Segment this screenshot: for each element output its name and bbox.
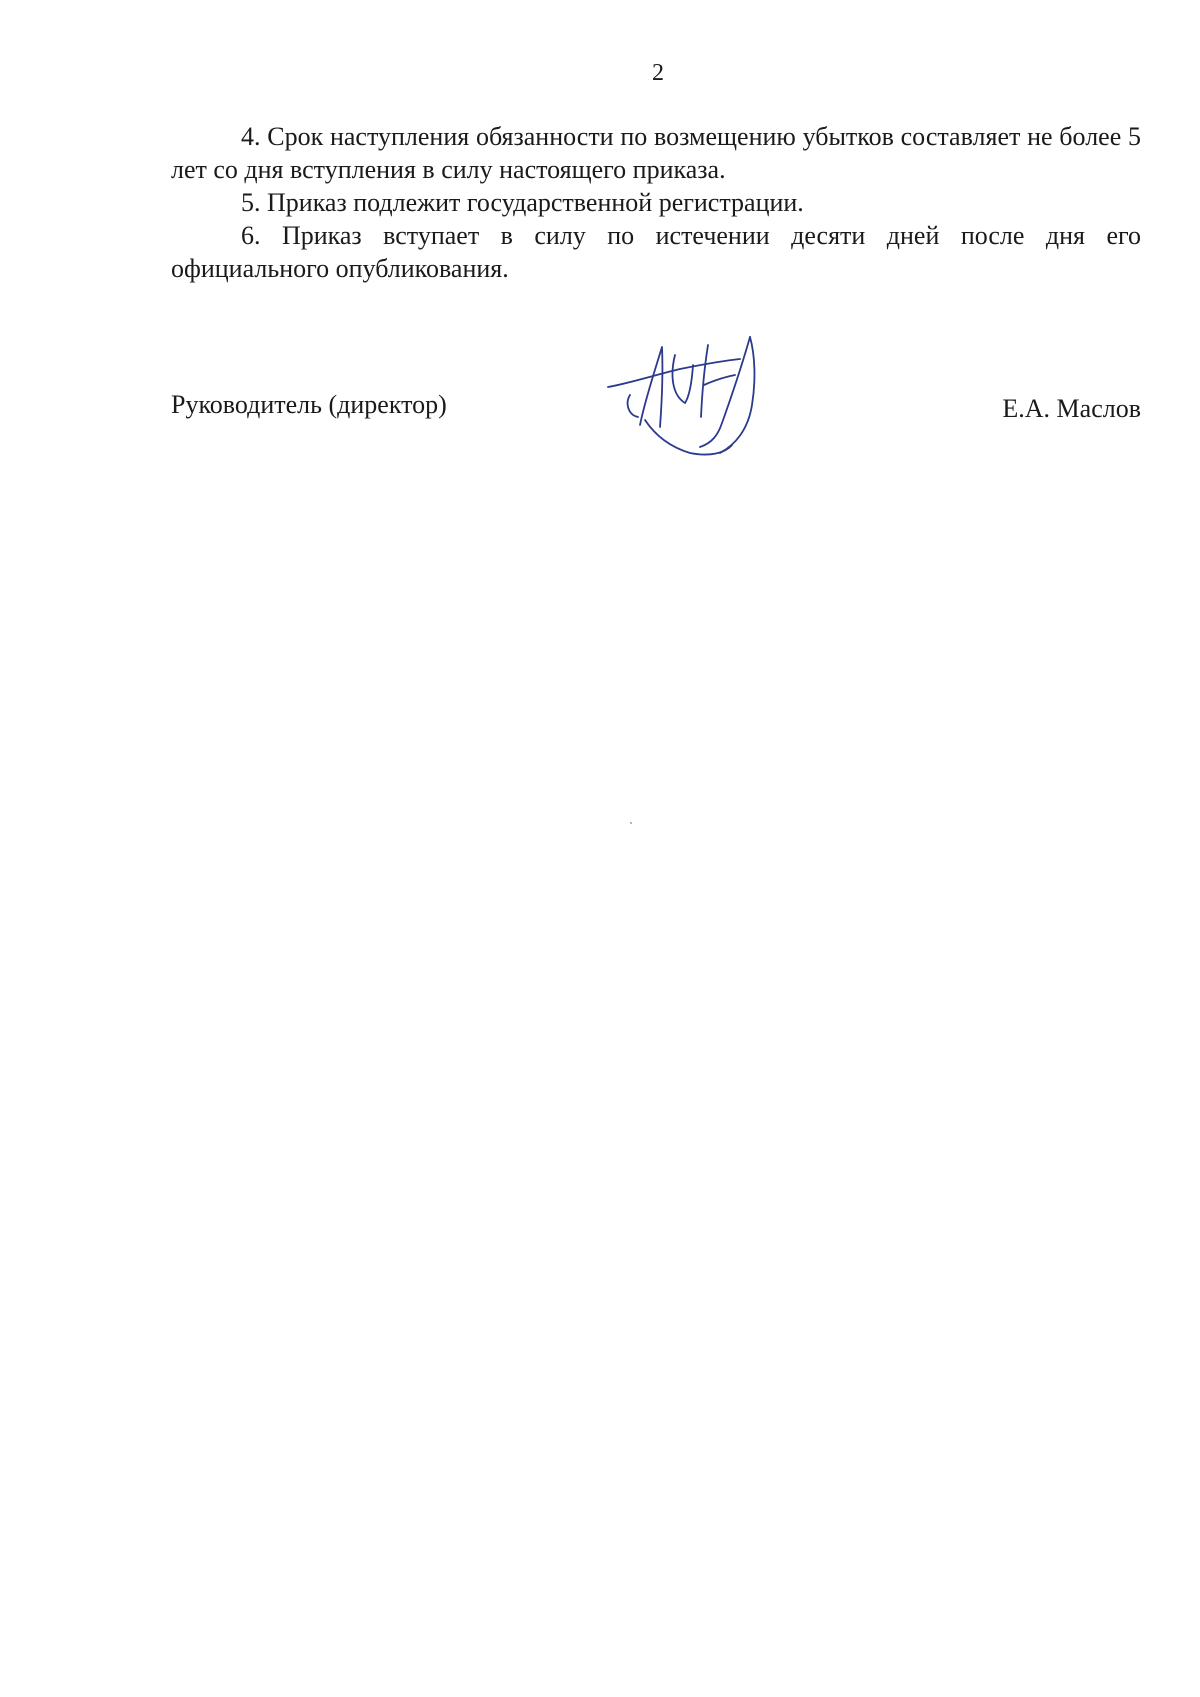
document-body	[171, 120, 1141, 285]
page-number: 2	[652, 60, 664, 86]
handwritten-signature	[600, 325, 800, 485]
scan-artifact-dot	[630, 822, 632, 824]
signatory-title: Руководитель (директор)	[171, 390, 447, 419]
paragraph-6: 6. Приказ вступает в силу по истечении десяти дней после дня его официального опубликования.	[171, 221, 1141, 283]
paragraph-4: 4. Срок наступления обязанности по возмещению убытков составляет не более 5 лет со дня вступления в силу настоящего приказа.	[171, 122, 1141, 184]
signatory-name: Е.А. Маслов	[1002, 394, 1141, 423]
paragraph-5: 5. Приказ подлежит государственной регистрации.	[241, 188, 804, 217]
